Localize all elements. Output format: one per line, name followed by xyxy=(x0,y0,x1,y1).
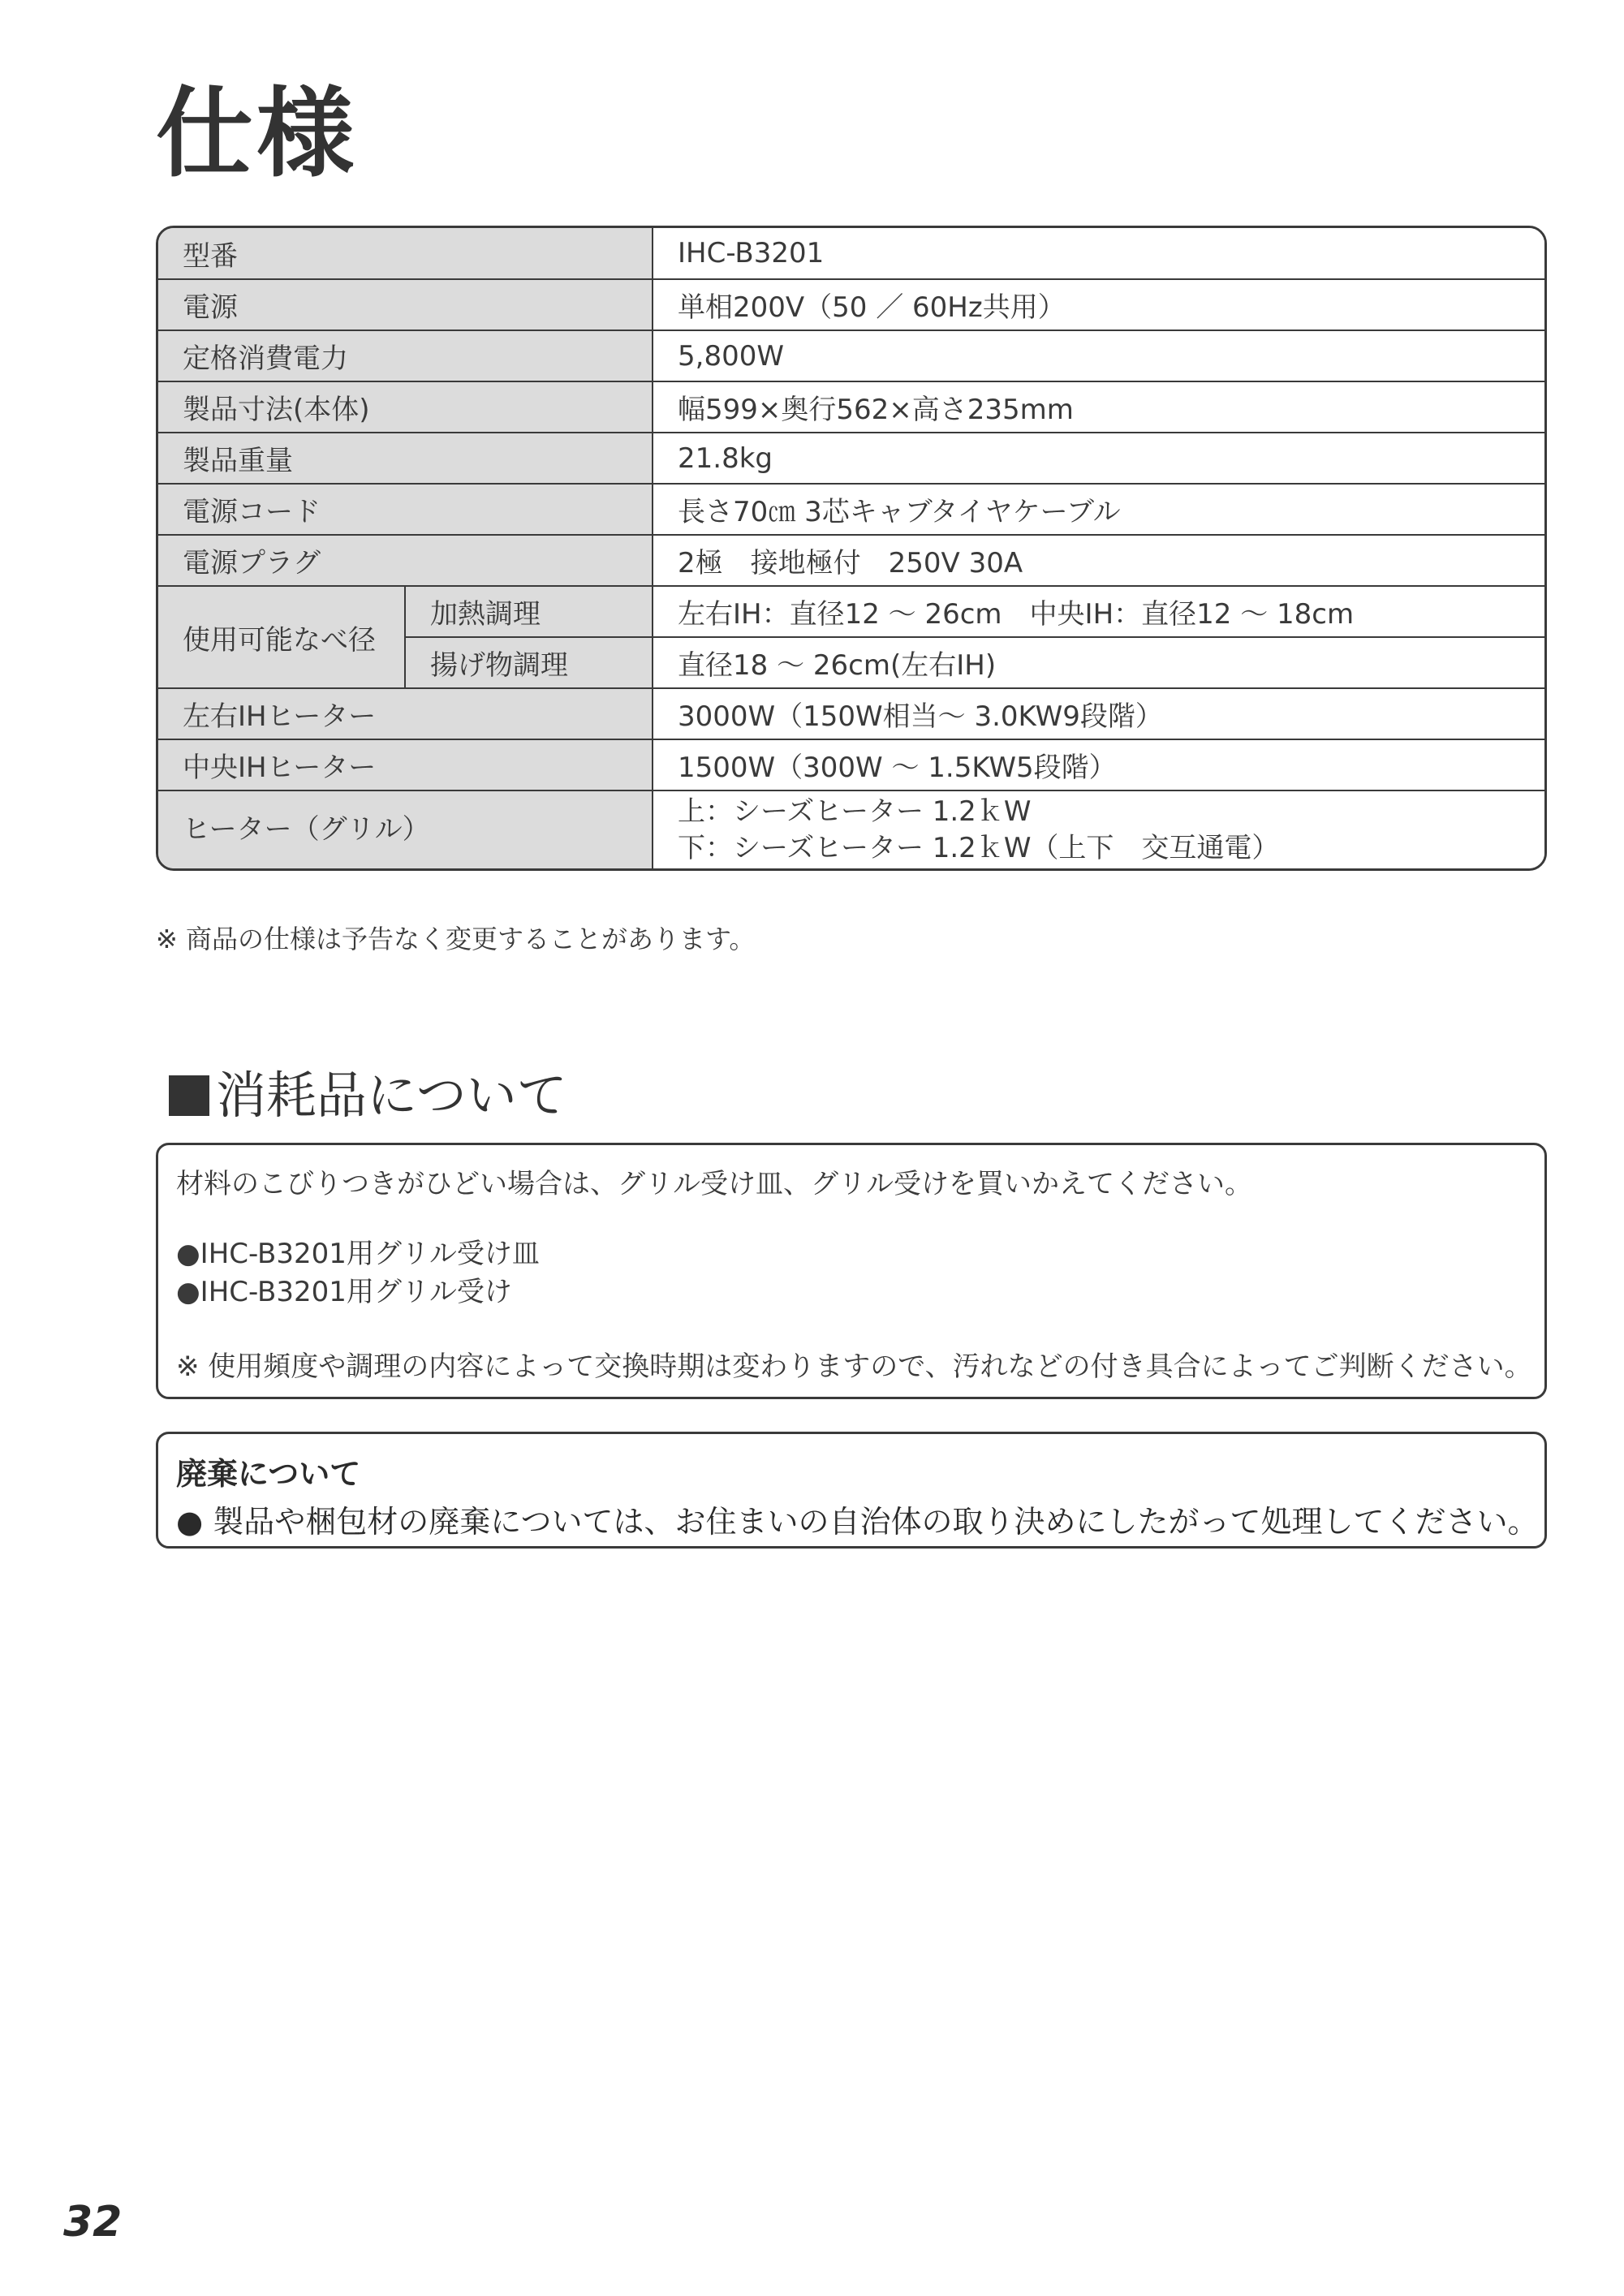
consumables-heading xyxy=(169,1055,567,1127)
consumables-heading-text: 消耗品について xyxy=(216,1066,567,1125)
table-row xyxy=(158,279,1547,330)
spec-label-power-cord: 電源コード xyxy=(158,484,653,535)
square-bullet-icon xyxy=(169,1075,209,1116)
spec-value-dimensions: 幅599×奥行562×高さ235mm xyxy=(653,381,1547,433)
spec-value-side-ih: 3000W（150W相当～ 3.0KW9段階） xyxy=(653,688,1547,739)
spec-value-model: IHC-B3201 xyxy=(653,228,1547,279)
spec-note: ※ 商品の仕様は予告なく変更することがあります。 xyxy=(156,924,756,954)
disposal-text: ● 製品や梱包材の廃棄については、お住まいの自治体の取り決めにしたがって処理してください。 xyxy=(176,1504,1539,1540)
consumables-note: ※ 使用頻度や調理の内容によって交換時期は変わりますので、汚れなどの付き具合によってご判断ください。 xyxy=(176,1350,1532,1383)
table-row xyxy=(158,586,1547,637)
spec-value-rated-power: 5,800W xyxy=(653,330,1547,381)
spec-label-power-plug: 電源プラグ xyxy=(158,535,653,586)
page-number: 32 xyxy=(63,2198,123,2246)
spec-label-center-ih: 中央IHヒーター xyxy=(158,739,653,790)
spec-value-power-source: 単相200V（50 ／ 60Hz共用） xyxy=(653,279,1547,330)
spec-label-dimensions: 製品寸法(本体) xyxy=(158,381,653,433)
spec-value-power-plug: 2極 接地極付 250V 30A xyxy=(653,535,1547,586)
spec-label-rated-power: 定格消費電力 xyxy=(158,330,653,381)
spec-label-model: 型番 xyxy=(158,228,653,279)
spec-table xyxy=(156,226,1547,871)
spec-sublabel-frying: 揚げ物調理 xyxy=(405,637,653,688)
table-row xyxy=(158,739,1547,790)
table-row xyxy=(158,228,1547,279)
page-title: 仕様 xyxy=(156,78,357,191)
table-row xyxy=(158,330,1547,381)
disposal-box xyxy=(156,1432,1547,1549)
spec-label-power-source: 電源 xyxy=(158,279,653,330)
spec-value-grill-upper: 上：シーズヒーター 1.2ｋW xyxy=(678,795,1032,829)
consumables-intro: 材料のこびりつきがひどい場合は、グリル受け皿、グリル受けを買いかえてください。 xyxy=(176,1168,1252,1200)
spec-value-weight: 21.8kg xyxy=(653,433,1547,484)
spec-value-grill-lower: 下：シーズヒーター 1.2ｋW（上下 交互通電） xyxy=(678,831,1280,864)
list-item: ●IHC-B3201用グリル受け xyxy=(176,1276,512,1308)
spec-label-side-ih: 左右IHヒーター xyxy=(158,688,653,739)
table-row xyxy=(158,381,1547,433)
table-row xyxy=(158,790,1547,868)
spec-sublabel-heating: 加熱調理 xyxy=(405,586,653,637)
list-item: ●IHC-B3201用グリル受け皿 xyxy=(176,1238,540,1270)
disposal-title: 廃棄について xyxy=(176,1456,361,1492)
spec-value-grill xyxy=(653,790,1547,868)
spec-value-power-cord: 長さ70㎝ 3芯キャブタイヤケーブル xyxy=(653,484,1547,535)
spec-value-heating: 左右IH：直径12 ～ 26cm 中央IH：直径12 ～ 18cm xyxy=(653,586,1547,637)
spec-value-frying: 直径18 ～ 26cm(左右IH) xyxy=(653,637,1547,688)
table-row xyxy=(158,535,1547,586)
spec-label-grill: ヒーター（グリル） xyxy=(158,790,653,868)
consumables-box xyxy=(156,1143,1547,1399)
table-row xyxy=(158,688,1547,739)
spec-label-weight: 製品重量 xyxy=(158,433,653,484)
table-row xyxy=(158,484,1547,535)
table-row xyxy=(158,433,1547,484)
spec-value-center-ih: 1500W（300W ～ 1.5KW5段階） xyxy=(653,739,1547,790)
spec-label-pan-diameter: 使用可能なべ径 xyxy=(158,586,405,688)
